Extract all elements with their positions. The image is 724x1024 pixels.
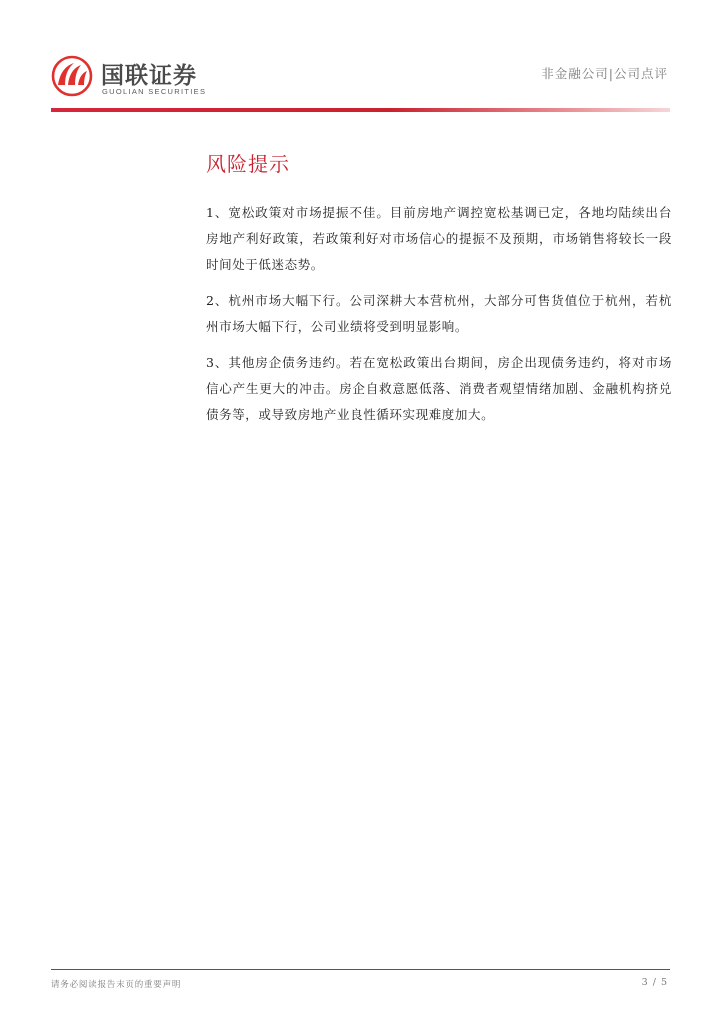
footer-divider [51, 969, 670, 970]
footer-disclaimer: 请务必阅读报告末页的重要声明 [51, 980, 182, 990]
section-title: 风险提示 [206, 152, 290, 176]
report-category: 非金融公司|公司点评 [541, 66, 668, 81]
risk-list [206, 200, 672, 438]
risk-item: 3、其他房企债务违约。若在宽松政策出台期间，房企出现债务违约，将对市场信心产生更大的冲击。房企自救意愿低落、消费者观望情绪加剧、金融机构挤兑债务等，或导致房地产业良性循环实现难度加大。 [206, 355, 672, 422]
page-number: 3 / 5 [641, 977, 668, 988]
risk-item: 2、杭州市场大幅下行。公司深耕大本营杭州，大部分可售货值位于杭州，若杭州市场大幅下行，公司业绩将受到明显影响。 [206, 293, 672, 334]
header-divider [51, 108, 670, 112]
risk-item: 1、宽松政策对市场提振不佳。目前房地产调控宽松基调已定，各地均陆续出台房地产利好政策，若政策利好对市场信心的提振不及预期，市场销售将较长一段时间处于低迷态势。 [206, 205, 672, 272]
guolian-logo-icon [51, 55, 93, 97]
company-logo [51, 55, 241, 99]
logo-chinese-name: 国联证券 [101, 63, 197, 89]
logo-english-name: GUOLIAN SECURITIES [102, 87, 207, 96]
